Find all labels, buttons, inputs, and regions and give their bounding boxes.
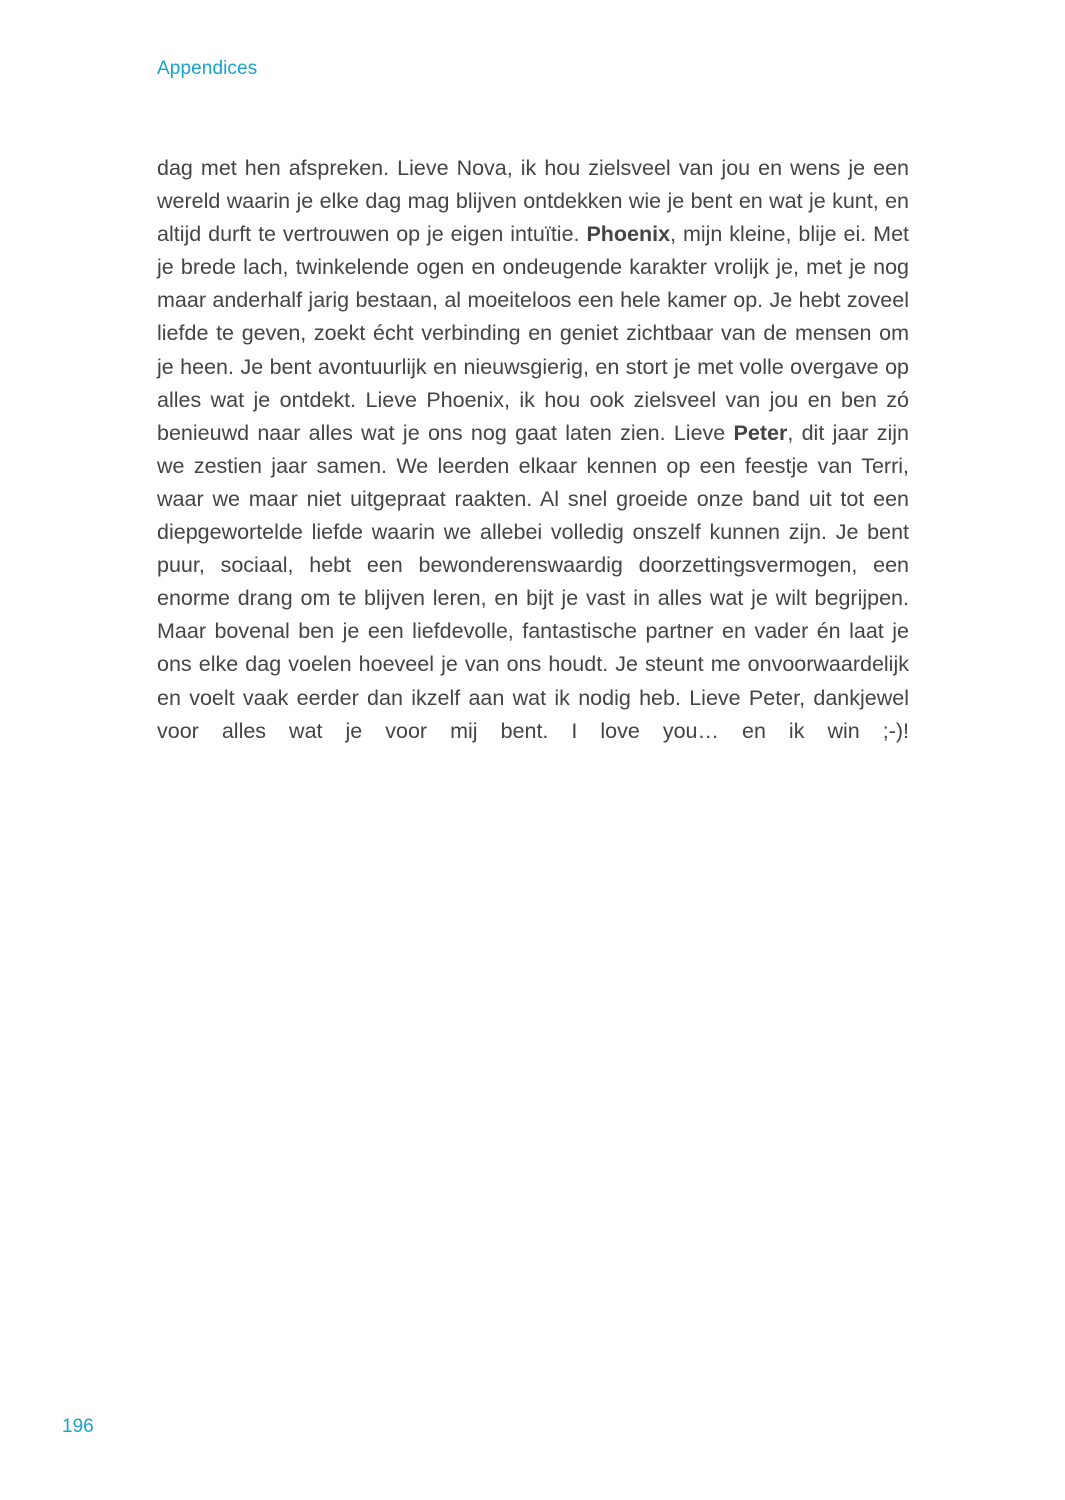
paragraph-segment: , dit jaar zijn we zestien jaar samen. We leerden elkaar kennen op een feestje van Terri, waar we maar niet uitgepraat raakten. Al snel groeide onze band uit tot een diepgewortelde liefde waarin we allebei volledig onszelf kunnen zijn. Je bent puur, sociaal, hebt een bewonderenswaardig doorzettingsvermogen, een enorme drang om te blijven leren, en bijt je vast in alles wat je wilt begrijpen. Maar bovenal ben je een liefdevolle, fantastische partner en vader én laat je ons elke dag voelen hoeveel je van ons houdt. Je steunt me onvoorwaardelijk en voelt vaak eerder dan ikzelf aan wat ik nodig heb. Lieve Peter, dankjewel voor alles wat je voor mij bent. I love you… en ik win ;-)! [157,420,909,743]
name-peter: Peter [733,420,788,445]
running-header: Appendices [157,58,258,79]
body-paragraph [157,152,909,748]
page-number: 196 [62,1416,94,1437]
paragraph-segment: , mijn kleine, blije ei. Met je brede lach, twinkelende ogen en ondeugende karakter vrolijk je, met je nog maar anderhalf jarig bestaan, al moeiteloos een hele kamer op. Je hebt zoveel liefde te geven, zoekt écht verbinding en geniet zichtbaar van de mensen om je heen. Je bent avontuurlijk en nieuwsgierig, en stort je met volle overgave op alles wat je ontdekt. Lieve Phoenix, ik hou ook zielsveel van jou en ben zó benieuwd naar alles wat je ons nog gaat laten zien. Lieve [157,222,909,445]
paragraph-segment: dag met hen afspreken. Lieve Nova, ik hou zielsveel van jou en wens je een wereld waarin je elke dag mag blijven ontdekken wie je bent en wat je kunt, en altijd durft te vertrouwen op je eigen intuïtie. [157,156,909,247]
name-phoenix: Phoenix [586,222,671,247]
